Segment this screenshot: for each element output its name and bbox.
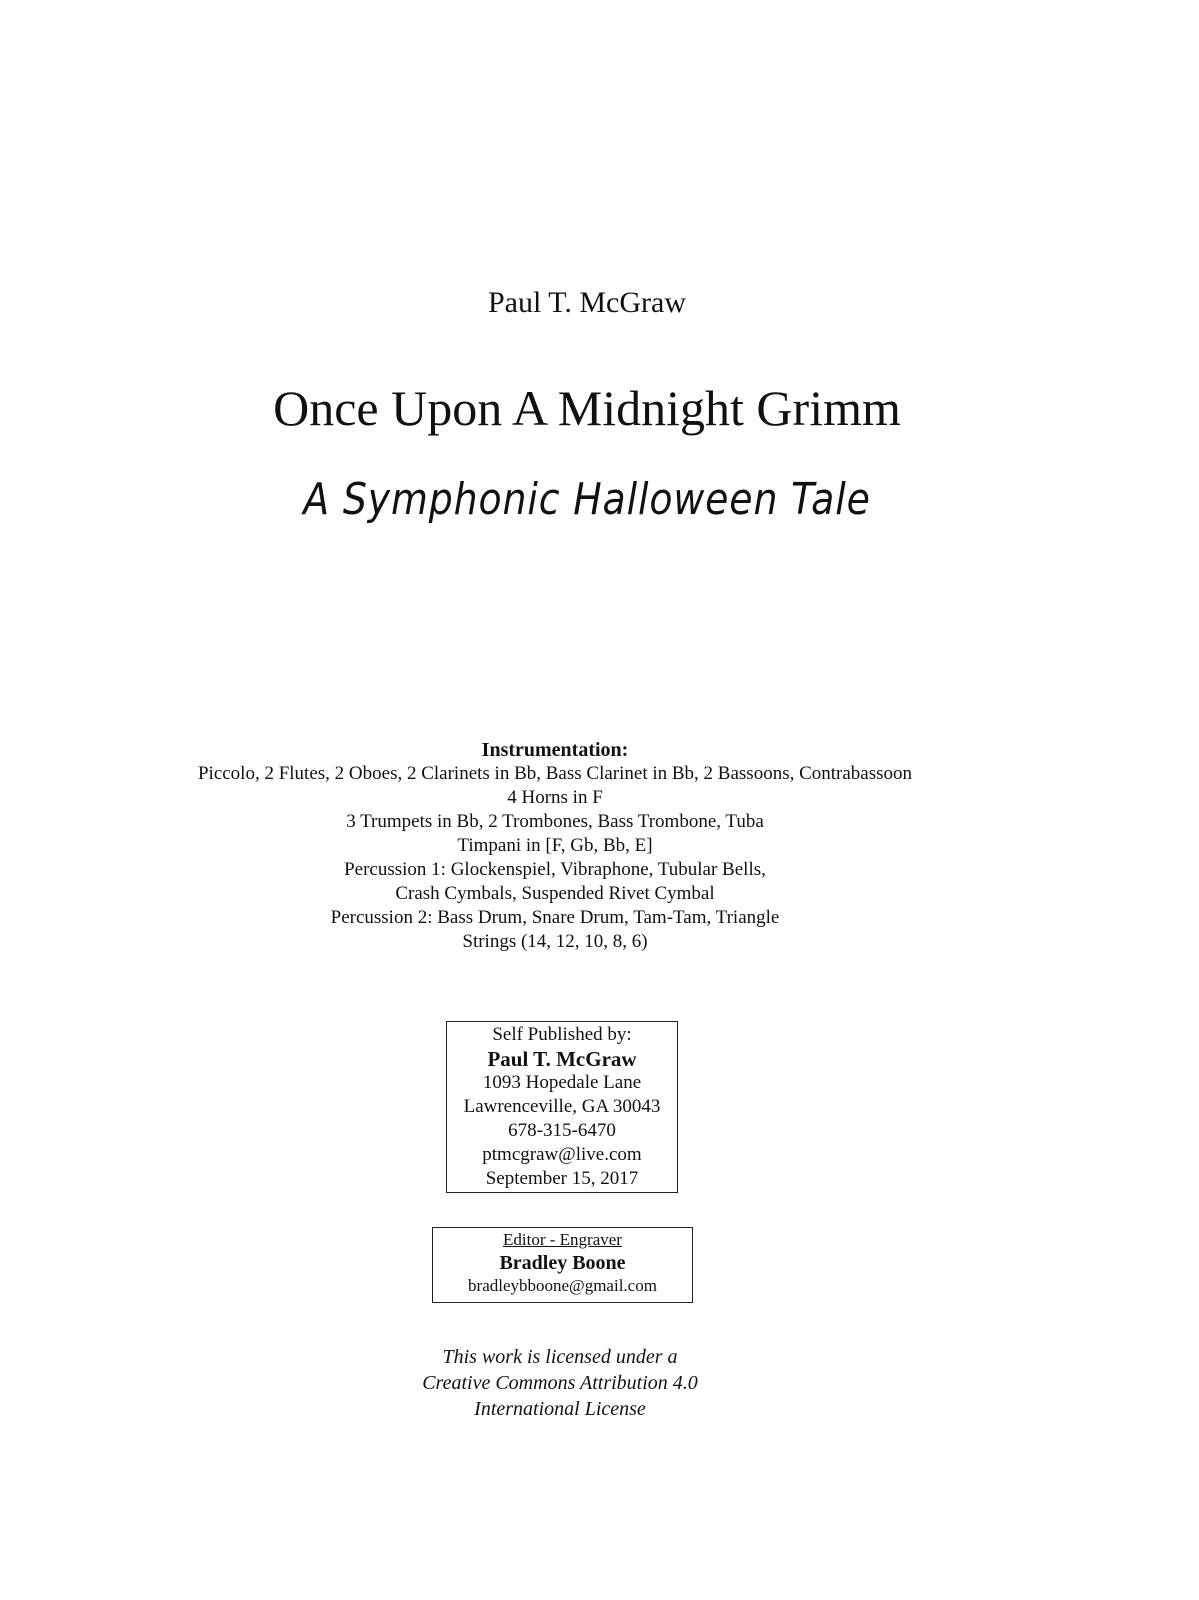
license-notice	[0, 1344, 1120, 1422]
instrumentation-line-horns: 4 Horns in F	[507, 787, 603, 808]
publisher-label: Self Published by:	[492, 1024, 632, 1045]
instrumentation-line-strings: Strings (14, 12, 10, 8, 6)	[462, 931, 648, 952]
instrumentation-line-woodwinds: Piccolo, 2 Flutes, 2 Oboes, 2 Clarinets in Bb, Bass Clarinet in Bb, 2 Bassoons, Contrabassoon	[197, 763, 913, 784]
license-line-3: International License	[474, 1398, 646, 1420]
publisher-phone: 678-315-6470	[508, 1120, 616, 1141]
publisher-address-line1: 1093 Hopedale Lane	[482, 1072, 642, 1093]
publisher-box	[446, 1021, 678, 1193]
instrumentation-line-brass: 3 Trumpets in Bb, 2 Trombones, Bass Trombone, Tuba	[346, 811, 764, 832]
publisher-name: Paul T. McGraw	[487, 1047, 637, 1071]
instrumentation-section	[0, 738, 1110, 954]
instrumentation-heading: Instrumentation:	[481, 739, 629, 761]
composer-name: Paul T. McGraw	[487, 286, 687, 319]
publisher-address-line2: Lawrenceville, GA 30043	[463, 1096, 661, 1117]
instrumentation-line-timpani: Timpani in [F, Gb, Bb, E]	[457, 835, 653, 856]
editor-box	[432, 1227, 693, 1303]
work-title: Once Upon A Midnight Grimm	[273, 380, 901, 436]
publisher-date: September 15, 2017	[485, 1168, 639, 1189]
publisher-email: ptmcgraw@live.com	[482, 1144, 642, 1165]
license-line-1: This work is licensed under a	[442, 1346, 678, 1368]
editor-role: Editor - Engraver	[503, 1230, 622, 1249]
editor-email: bradleybboone@gmail.com	[468, 1276, 657, 1295]
editor-name: Bradley Boone	[499, 1252, 626, 1274]
instrumentation-line-percussion-2: Percussion 2: Bass Drum, Snare Drum, Tam-Tam, Triangle	[330, 907, 780, 928]
instrumentation-line-percussion-1: Percussion 1: Glockenspiel, Vibraphone, Tubular Bells,	[344, 859, 766, 880]
instrumentation-line-percussion-1-cont: Crash Cymbals, Suspended Rivet Cymbal	[395, 883, 715, 904]
work-subtitle: A Symphonic Halloween Tale	[303, 474, 871, 525]
license-line-2: Creative Commons Attribution 4.0	[422, 1372, 698, 1394]
